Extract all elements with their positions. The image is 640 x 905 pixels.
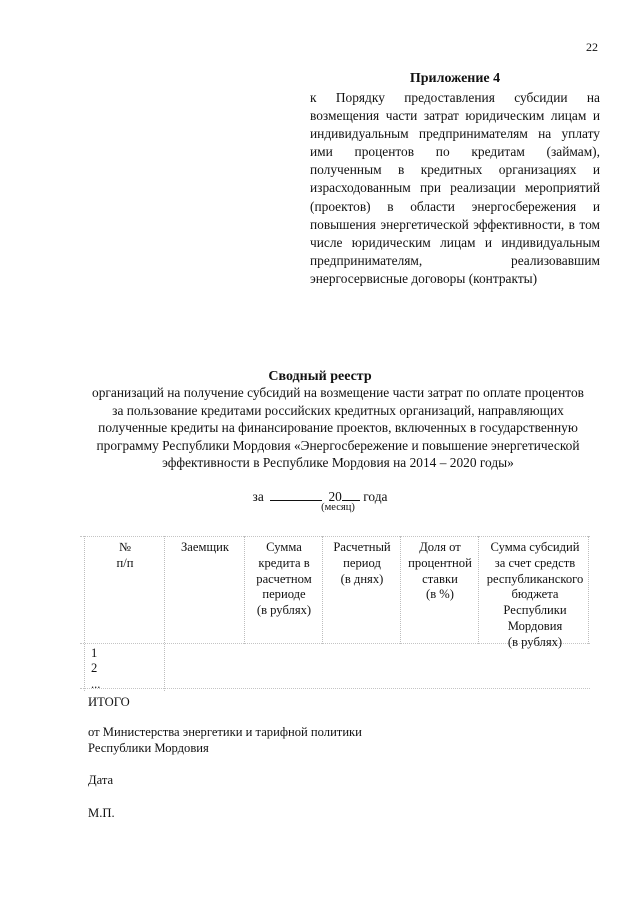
period-year-prefix: 20 <box>328 489 342 504</box>
register-subtitle: организаций на получение субсидий на возмещение части затрат по оплате процентов за пользование кредитами российских кредитных организаций, направляющих полученные кредиты на финансирование проектов, включенных в государственную программу Республики Мордовия «Энергосбережение и повышение энергетической эффективности в Республике Мордовия на 2014 – 2020 годы» <box>92 385 584 471</box>
appendix-title: Приложение 4 <box>409 71 501 86</box>
period-suffix: года <box>363 489 388 504</box>
table-col-divider <box>164 536 165 691</box>
header-loan-amount: Сумма кредита в расчетном периоде (в рублях) <box>256 540 312 618</box>
table-col-divider <box>322 536 323 644</box>
table-total-label: ИТОГО <box>88 695 130 709</box>
issuer-line-2: Республики Мордовия <box>88 741 209 755</box>
table-border-top <box>80 536 590 537</box>
month-hint: (месяц) <box>321 502 355 513</box>
appendix-text: к Порядку предоставления субсидии на возмещения части затрат юридическим лицам и индивидуальным предпринимателям на уплату ими процентов по кредитам (займам), полученным в кредитных организациях и израсходованным при реализации мероприятий (проектов) в области энергосбережения и повышения энергетической эффективности, в том числе юридическим лицам и индивидуальным предпринимателям, реализовавшим энергосервисные договоры (контракты) <box>310 90 600 286</box>
header-rate-share: Доля от процентной ставки (в %) <box>408 540 472 602</box>
period-prefix: за <box>252 489 264 504</box>
issuer-line-1: от Министерства энергетики и тарифной политики <box>88 725 362 739</box>
table-col-divider <box>244 536 245 644</box>
header-borrower: Заемщик <box>180 540 229 554</box>
table-row-number: 1 <box>91 646 98 660</box>
header-subsidy-amount: Сумма субсидий за счет средств республиканского бюджета Республики Мордовия (в рублях) <box>486 540 584 649</box>
seal-label: М.П. <box>88 806 115 820</box>
table-row-number: ... <box>91 677 101 691</box>
register-title: Сводный реестр <box>268 369 372 384</box>
date-label: Дата <box>88 773 114 787</box>
page-number: 22 <box>586 40 598 54</box>
table-col-divider <box>84 536 85 691</box>
table-border-body <box>80 688 590 689</box>
month-blank <box>270 488 322 501</box>
header-period-days: Расчетный период (в днях) <box>333 540 391 586</box>
table-col-divider <box>478 536 479 644</box>
year-blank <box>342 488 360 501</box>
table-row-number: 2 <box>91 661 98 675</box>
table-col-divider <box>400 536 401 644</box>
header-num: № п/п <box>116 540 134 570</box>
